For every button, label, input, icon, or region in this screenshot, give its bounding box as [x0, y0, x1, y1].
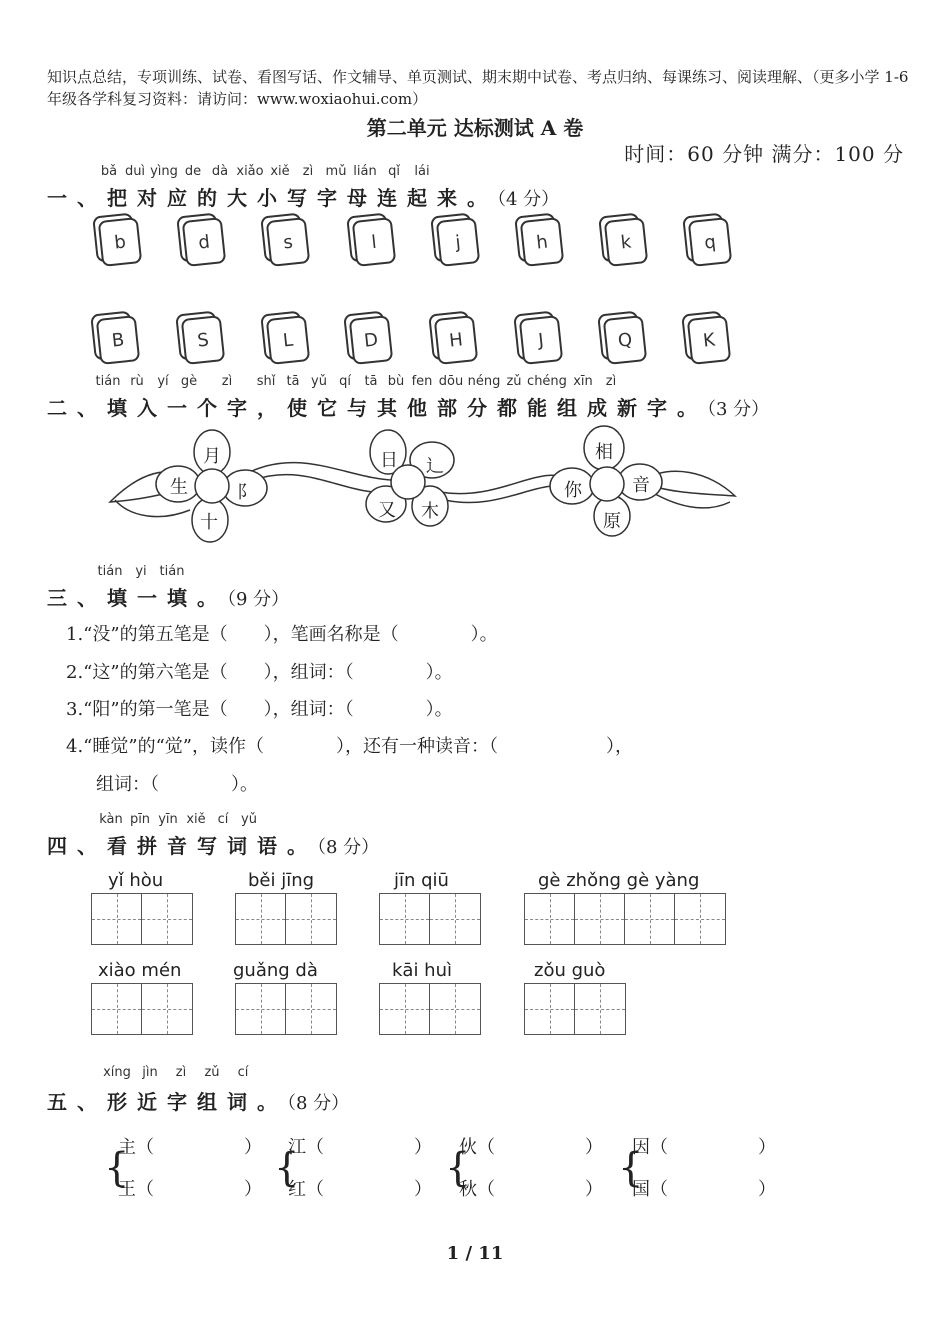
pinyin: tián [95, 374, 121, 389]
flower2-bottom-right: 木 [421, 501, 439, 522]
pinyin: tián [97, 564, 123, 579]
pinyin: qí [339, 374, 351, 389]
pinyin: kàn [99, 812, 123, 827]
question-2: 2.“这”的第六笔是（ ），组词：（ ）。 [66, 662, 453, 683]
flower3-top: 相 [595, 442, 613, 463]
pinyin: de [184, 164, 202, 179]
section-label: 五、形近字组词。 [47, 1090, 287, 1114]
pinyin: duì [124, 164, 146, 179]
flower1-left: 生 [170, 477, 188, 498]
pair-line: 红（ ） [288, 1179, 432, 1200]
pinyin: zǔ [204, 1065, 220, 1080]
pinyin: cí [217, 812, 229, 827]
pinyin: zǔ [506, 374, 522, 389]
section2-title [47, 392, 769, 421]
writing-grid[interactable] [524, 983, 626, 1035]
flower3-bottom: 原 [603, 511, 621, 532]
letter-card-b[interactable]: b [98, 217, 143, 267]
pinyin: lián [353, 164, 377, 179]
pinyin: tā [364, 374, 378, 389]
letter-card-k[interactable]: k [604, 217, 649, 267]
section1-pinyin [96, 164, 436, 179]
section1-title [47, 182, 559, 211]
word-pair-4 [632, 1127, 776, 1211]
word-pinyin: zǒu guò [534, 960, 606, 981]
section-score: （4 分） [497, 189, 560, 210]
pinyin: pīn [129, 812, 151, 827]
pinyin: rù [130, 374, 144, 389]
pinyin: xiě [270, 164, 290, 179]
flower1-top: 月 [203, 446, 221, 467]
pinyin: chéng [527, 374, 567, 389]
word-pair-3 [459, 1127, 603, 1211]
header-notice: 知识点总结，专项训练、试卷、看图写话、作文辅导、单页测试、期末期中试卷、考点归纳、每课练习、阅读理解、（更多小学 1-6 年级各学科复习资料：请访问：www.woxiaohui.com） [47, 68, 909, 108]
section-label: 一、把对应的大小写字母连起来。 [47, 186, 497, 210]
section3-title [47, 582, 289, 611]
pair-line: 因（ ） [632, 1137, 776, 1158]
pinyin: zì [302, 164, 314, 179]
pair-line: 秋（ ） [459, 1179, 603, 1200]
question-4-cont: 组词：（ ）。 [96, 774, 258, 795]
flower2-top-right: 辶 [426, 456, 444, 477]
pinyin: xiě [186, 812, 206, 827]
word-pinyin: guǎng dà [233, 960, 318, 981]
pinyin: dōu [438, 374, 464, 389]
pinyin: yīn [158, 812, 178, 827]
section5-pinyin [100, 1065, 258, 1080]
flower3-right: 音 [632, 475, 650, 496]
pinyin: zì [605, 374, 617, 389]
letter-card-L[interactable]: L [266, 315, 311, 365]
word-pair-2 [288, 1127, 432, 1211]
writing-grid[interactable] [235, 983, 337, 1035]
pinyin: yǔ [311, 374, 327, 389]
letter-card-B[interactable]: B [96, 315, 141, 365]
pair-line: 江（ ） [288, 1137, 432, 1158]
pinyin: dà [211, 164, 229, 179]
pinyin: bù [387, 374, 405, 389]
pinyin: yi [135, 564, 147, 579]
pinyin: bǎ [100, 164, 118, 179]
flower3-left: 你 [564, 480, 582, 501]
pinyin: xīn [573, 374, 593, 389]
pinyin: cí [237, 1065, 249, 1080]
writing-grid[interactable] [235, 893, 337, 945]
letter-card-l[interactable]: l [352, 217, 397, 267]
pair-line: 王（ ） [118, 1179, 262, 1200]
pinyin: xiǎo [236, 164, 264, 179]
letter-card-J[interactable]: J [519, 315, 564, 365]
section-label: 二、填入一个字，使它与其他部分都能组成新字。 [47, 396, 707, 420]
flower1-right: 阝 [237, 482, 255, 503]
word-pinyin: yǐ hòu [108, 870, 164, 891]
pinyin: fen [411, 374, 433, 389]
writing-grid[interactable] [91, 983, 193, 1035]
word-pinyin: běi jīng [248, 870, 315, 891]
pinyin: yìng [150, 164, 178, 179]
flower1-bottom: 十 [200, 512, 218, 533]
pinyin: lái [414, 164, 430, 179]
writing-grid[interactable] [379, 893, 481, 945]
writing-grid[interactable] [524, 893, 726, 945]
flower2-bottom-left: 又 [378, 500, 396, 521]
brace-icon: { [274, 1145, 300, 1191]
word-pinyin: gè zhǒng gè yàng [538, 870, 700, 891]
pinyin: shǐ [256, 374, 276, 389]
pinyin: qǐ [388, 164, 400, 179]
pair-line: 主（ ） [118, 1137, 262, 1158]
flower2-top-left: 日 [380, 450, 398, 471]
letter-card-d[interactable]: d [182, 217, 227, 267]
brace-icon: { [104, 1145, 130, 1191]
letter-card-S[interactable]: S [181, 315, 226, 365]
letter-card-q[interactable]: q [688, 217, 733, 267]
letter-card-Q[interactable]: Q [603, 315, 648, 365]
pinyin: yǔ [241, 812, 257, 827]
section4-title [47, 830, 379, 859]
word-pinyin: kāi huì [392, 960, 452, 981]
letter-card-j[interactable]: j [436, 217, 481, 267]
time-info: 时间：60 分钟 满分：100 分 [624, 142, 904, 166]
word-pinyin: xiào mén [98, 960, 182, 981]
brace-icon: { [618, 1145, 644, 1191]
writing-grid[interactable] [91, 893, 193, 945]
letter-card-s[interactable]: s [266, 217, 311, 267]
word-pinyin: jīn qiū [394, 870, 449, 891]
pinyin: jìn [142, 1065, 158, 1080]
pinyin: zì [221, 374, 233, 389]
section2-pinyin [92, 374, 624, 389]
section3-pinyin [93, 564, 189, 579]
letter-card-D[interactable]: D [349, 315, 394, 365]
letter-card-H[interactable]: H [434, 315, 479, 365]
brace-icon: { [445, 1145, 471, 1191]
letter-card-h[interactable]: h [520, 217, 565, 267]
section-label: 四、看拼音写词语。 [47, 834, 317, 858]
section5-title [47, 1086, 349, 1115]
question-1: 1.“没”的第五笔是（ ），笔画名称是（ ）。 [66, 624, 498, 645]
section4-pinyin [96, 812, 262, 827]
section-score: （9 分） [227, 589, 290, 610]
pinyin: mǔ [325, 164, 347, 179]
pair-line: 国（ ） [632, 1179, 776, 1200]
section-label: 三、填一填。 [47, 586, 227, 610]
page-number: 1 / 11 [446, 1243, 504, 1264]
question-4: 4.“睡觉”的“觉”，读作（ ），还有一种读音：（ ）， [66, 736, 633, 757]
page-title: 第二单元 达标测试 A 卷 [366, 116, 584, 140]
pinyin: gè [180, 374, 198, 389]
section-score: （3 分） [707, 399, 770, 420]
pinyin: yí [157, 374, 169, 389]
pinyin: tā [286, 374, 300, 389]
pair-line: 伙（ ） [459, 1137, 603, 1158]
letter-card-K[interactable]: K [687, 315, 732, 365]
section-score: （8 分） [287, 1093, 350, 1114]
pinyin: néng [467, 374, 501, 389]
question-3: 3.“阳”的第一笔是（ ），组词：（ ）。 [66, 699, 453, 720]
pinyin: tián [159, 564, 185, 579]
section-score: （8 分） [317, 837, 380, 858]
writing-grid[interactable] [379, 983, 481, 1035]
pinyin: zì [175, 1065, 187, 1080]
pinyin: xíng [103, 1065, 131, 1080]
word-pair-1 [118, 1127, 262, 1211]
